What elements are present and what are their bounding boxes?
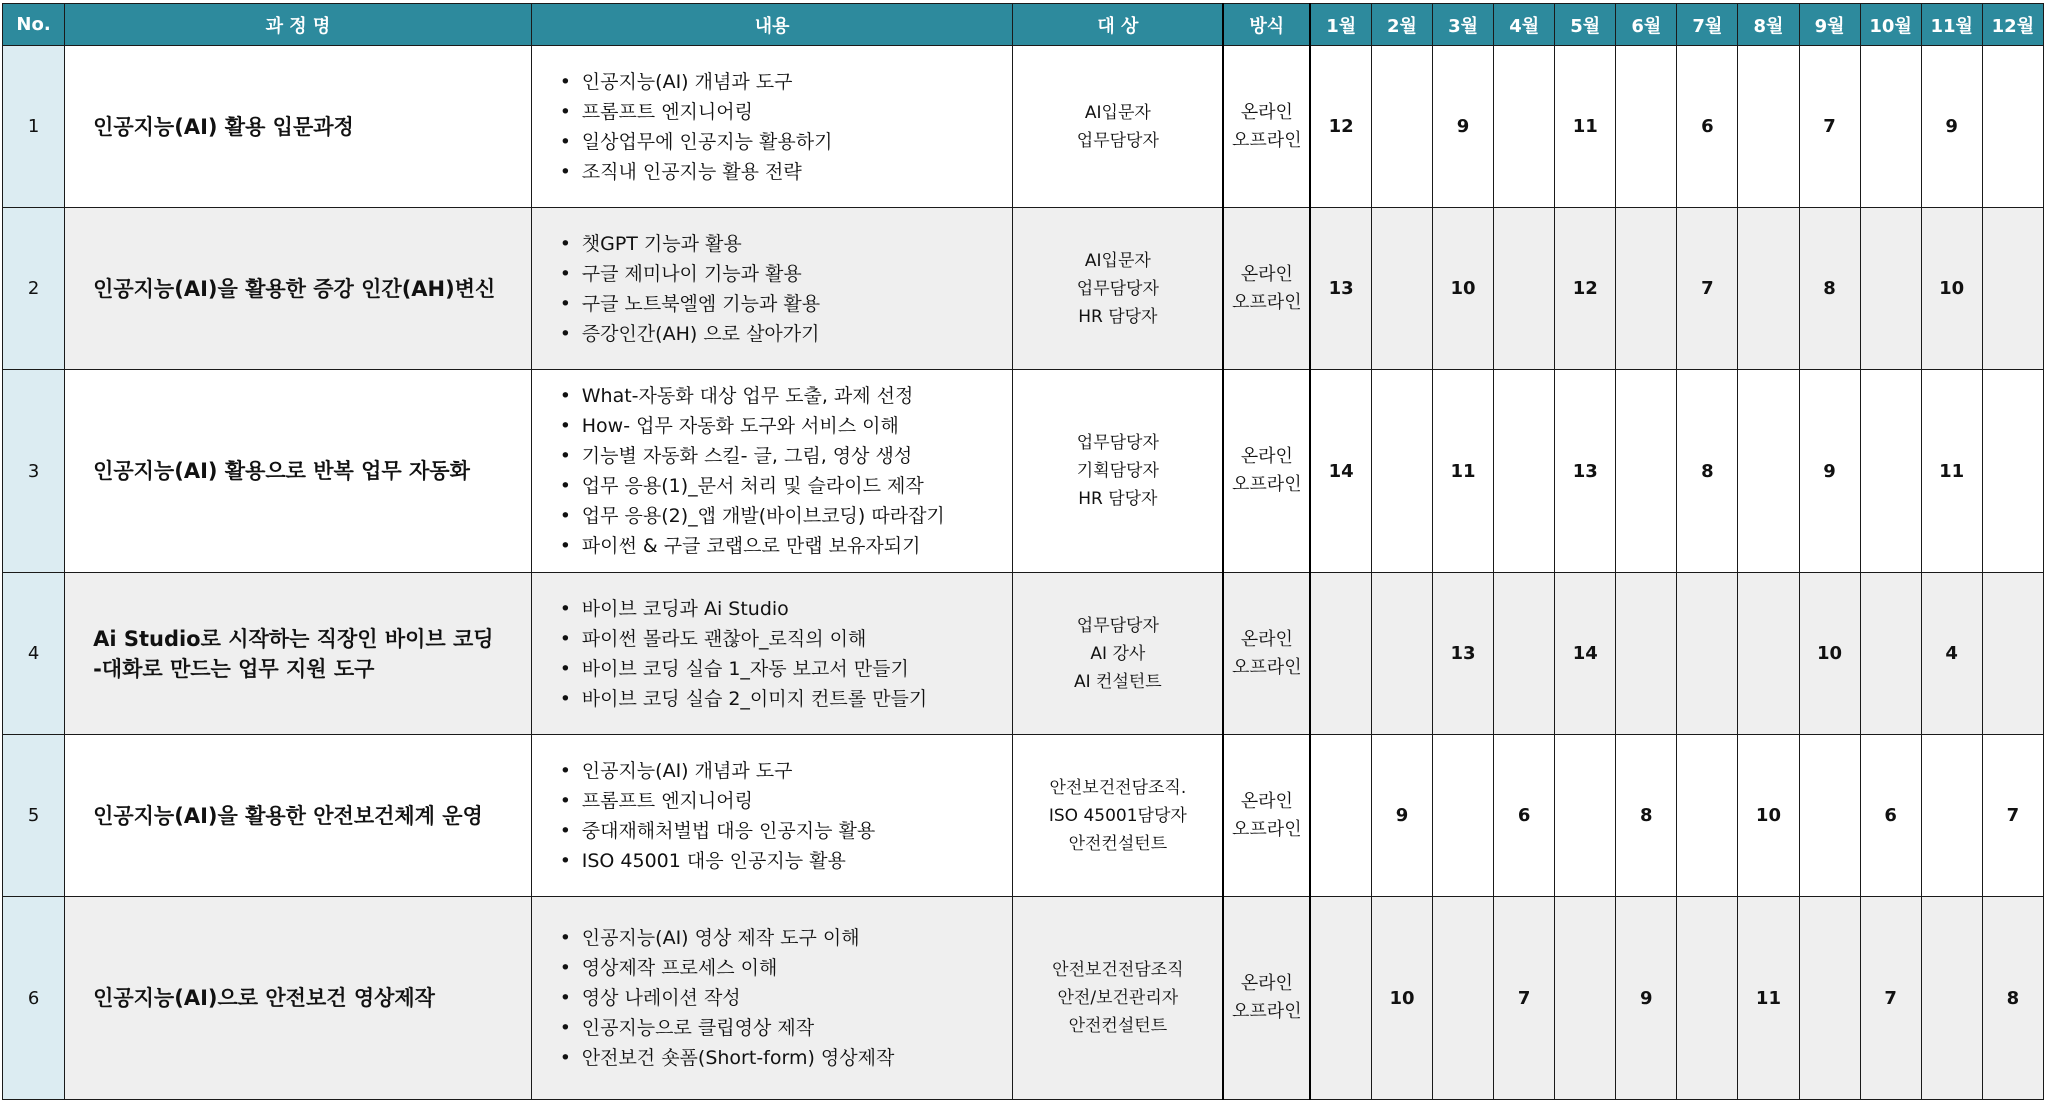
method-line: 오프라인: [1232, 1001, 1302, 1022]
content-item: • 업무 응용(1)_문서 처리 및 슬라이드 제작: [560, 471, 1013, 501]
month-5-cell: 12: [1555, 208, 1616, 370]
method-line: 오프라인: [1232, 818, 1302, 840]
month-4-cell: [1494, 370, 1555, 573]
course-title-line: 인공지능(AI)을 활용한 안전보건체계 운영: [93, 803, 483, 828]
header-month-9: 9월: [1799, 4, 1860, 46]
header-row: [3, 4, 2044, 46]
month-11-cell: 9: [1921, 46, 1982, 208]
course-number: 4: [3, 573, 65, 735]
course-method: [1223, 897, 1310, 1100]
month-6-cell: [1616, 208, 1677, 370]
target-line: HR 담당자: [1078, 489, 1158, 509]
target-line: 업무담당자: [1076, 433, 1159, 453]
month-8-cell: 10: [1738, 735, 1799, 897]
course-row: [3, 897, 2044, 1100]
course-title: [65, 46, 532, 208]
content-list: [560, 756, 1013, 876]
content-item: • ISO 45001 대응 인공지능 활용: [560, 846, 1013, 876]
month-8-cell: [1738, 208, 1799, 370]
month-6-cell: [1616, 370, 1677, 573]
content-list: [560, 67, 1013, 187]
month-12-cell: 8: [1982, 897, 2043, 1100]
method-line: 온라인: [1240, 973, 1293, 994]
method-line: 오프라인: [1232, 474, 1302, 495]
month-11-cell: [1921, 897, 1982, 1100]
content-item: • 영상제작 프로세스 이해: [560, 953, 1013, 983]
month-7-cell: [1677, 735, 1738, 897]
month-9-cell: [1799, 735, 1860, 897]
course-target: [1013, 573, 1223, 735]
month-11-cell: 4: [1921, 573, 1982, 735]
content-item: • 구글 제미나이 기능과 활용: [560, 259, 1013, 289]
course-row: [3, 735, 2044, 897]
month-12-cell: [1982, 208, 2043, 370]
content-item: • How- 업무 자동화 도구와 서비스 이해: [560, 411, 1013, 441]
content-item: • 업무 응용(2)_앱 개발(바이브코딩) 따라잡기: [560, 501, 1013, 531]
course-method: [1223, 46, 1310, 208]
month-8-cell: [1738, 370, 1799, 573]
course-title-line: -대화로 만드는 업무 지원 도구: [93, 656, 375, 681]
content-item: • 영상 나레이션 작성: [560, 983, 1013, 1013]
month-7-cell: 7: [1677, 208, 1738, 370]
method-line: 온라인: [1240, 790, 1293, 812]
course-target: [1013, 370, 1223, 573]
header-month-7: 7월: [1677, 4, 1738, 46]
course-number: 2: [3, 208, 65, 370]
course-row: [3, 208, 2044, 370]
month-10-cell: [1860, 208, 1921, 370]
content-list: [560, 594, 1013, 714]
target-line: 안전보건전담조직.: [1049, 777, 1187, 798]
target-line: 기획담당자: [1076, 461, 1159, 481]
month-9-cell: 7: [1799, 46, 1860, 208]
course-method: [1223, 735, 1310, 897]
month-12-cell: 7: [1982, 735, 2043, 897]
month-1-cell: 12: [1310, 46, 1371, 208]
content-item: • 인공지능(AI) 영상 제작 도구 이해: [560, 923, 1013, 953]
month-10-cell: [1860, 46, 1921, 208]
course-title-line: 인공지능(AI)으로 안전보건 영상제작: [93, 986, 435, 1010]
course-target: [1013, 46, 1223, 208]
course-number: 6: [3, 897, 65, 1100]
month-6-cell: 8: [1616, 735, 1677, 897]
month-9-cell: 8: [1799, 208, 1860, 370]
month-7-cell: [1677, 897, 1738, 1100]
month-6-cell: [1616, 46, 1677, 208]
content-item: • 중대재해처벌법 대응 인공지능 활용: [560, 816, 1013, 846]
month-2-cell: [1371, 208, 1432, 370]
course-schedule-table: [2, 3, 2044, 1100]
content-item: • 프롬프트 엔지니어링: [560, 786, 1013, 816]
content-item: • 인공지능(AI) 개념과 도구: [560, 756, 1013, 786]
course-title: [65, 897, 532, 1100]
month-11-cell: [1921, 735, 1982, 897]
month-9-cell: 10: [1799, 573, 1860, 735]
month-1-cell: 14: [1310, 370, 1371, 573]
month-2-cell: [1371, 46, 1432, 208]
header-no: No.: [3, 4, 65, 46]
month-1-cell: [1310, 735, 1371, 897]
target-line: HR 담당자: [1078, 306, 1158, 327]
course-row: [3, 573, 2044, 735]
content-item: • 인공지능(AI) 개념과 도구: [560, 67, 1013, 97]
month-3-cell: [1433, 897, 1494, 1100]
month-2-cell: 10: [1371, 897, 1432, 1100]
month-4-cell: [1494, 46, 1555, 208]
header-month-10: 10월: [1860, 4, 1921, 46]
header-content: 내용: [531, 4, 1013, 46]
month-1-cell: 13: [1310, 208, 1371, 370]
content-item: • 일상업무에 인공지능 활용하기: [560, 127, 1013, 157]
month-8-cell: [1738, 573, 1799, 735]
course-method: [1223, 208, 1310, 370]
method-line: 오프라인: [1232, 129, 1302, 151]
month-11-cell: 10: [1921, 208, 1982, 370]
course-number: 3: [3, 370, 65, 573]
course-content: [531, 897, 1013, 1100]
header-target: 대 상: [1013, 4, 1223, 46]
course-title: [65, 573, 532, 735]
month-3-cell: 10: [1433, 208, 1494, 370]
method-line: 오프라인: [1232, 291, 1302, 313]
content-item: • 바이브 코딩과 Ai Studio: [560, 594, 1013, 624]
content-item: • 바이브 코딩 실습 2_이미지 컨트롤 만들기: [560, 684, 1013, 714]
content-item: • 구글 노트북엘엠 기능과 활용: [560, 289, 1013, 319]
target-line: ISO 45001담당자: [1048, 805, 1187, 826]
month-4-cell: [1494, 208, 1555, 370]
target-line: 업무담당자: [1076, 278, 1159, 299]
target-line: 안전/보건관리자: [1057, 988, 1179, 1008]
method-line: 온라인: [1240, 446, 1293, 467]
header-month-11: 11월: [1921, 4, 1982, 46]
month-4-cell: 6: [1494, 735, 1555, 897]
schedule-body: [3, 46, 2044, 1100]
header-month-5: 5월: [1555, 4, 1616, 46]
target-line: AI 강사: [1090, 643, 1146, 664]
month-2-cell: [1371, 573, 1432, 735]
month-6-cell: 9: [1616, 897, 1677, 1100]
target-line: 업무담당자: [1076, 130, 1159, 151]
month-5-cell: 11: [1555, 46, 1616, 208]
header-month-6: 6월: [1616, 4, 1677, 46]
header-month-3: 3월: [1433, 4, 1494, 46]
month-12-cell: [1982, 370, 2043, 573]
month-1-cell: [1310, 897, 1371, 1100]
month-2-cell: [1371, 370, 1432, 573]
course-content: [531, 573, 1013, 735]
month-6-cell: [1616, 573, 1677, 735]
method-line: 온라인: [1240, 101, 1293, 123]
content-item: • 조직내 인공지능 활용 전략: [560, 157, 1013, 187]
content-list: [560, 381, 1013, 561]
target-line: 안전컨설턴트: [1068, 833, 1168, 854]
month-5-cell: 13: [1555, 370, 1616, 573]
month-8-cell: 11: [1738, 897, 1799, 1100]
month-7-cell: 8: [1677, 370, 1738, 573]
target-line: AI입문자: [1084, 250, 1151, 271]
month-5-cell: 14: [1555, 573, 1616, 735]
month-7-cell: 6: [1677, 46, 1738, 208]
header-month-4: 4월: [1494, 4, 1555, 46]
header-title: 과 정 명: [65, 4, 532, 46]
month-5-cell: [1555, 735, 1616, 897]
month-1-cell: [1310, 573, 1371, 735]
course-method: [1223, 573, 1310, 735]
course-target: [1013, 208, 1223, 370]
course-target: [1013, 735, 1223, 897]
content-list: [560, 923, 1013, 1073]
month-12-cell: [1982, 573, 2043, 735]
month-8-cell: [1738, 46, 1799, 208]
content-item: • 기능별 자동화 스킬- 글, 그림, 영상 생성: [560, 441, 1013, 471]
course-number: 5: [3, 735, 65, 897]
header-month-8: 8월: [1738, 4, 1799, 46]
month-4-cell: [1494, 573, 1555, 735]
method-line: 오프라인: [1232, 656, 1302, 678]
course-title: [65, 735, 532, 897]
method-line: 온라인: [1240, 263, 1293, 285]
course-content: [531, 208, 1013, 370]
target-line: AI입문자: [1084, 102, 1151, 123]
course-title: [65, 208, 532, 370]
content-item: • 증강인간(AH) 으로 살아가기: [560, 319, 1013, 349]
month-3-cell: 9: [1433, 46, 1494, 208]
header-method: 방식: [1223, 4, 1310, 46]
month-10-cell: [1860, 370, 1921, 573]
course-content: [531, 370, 1013, 573]
month-10-cell: 6: [1860, 735, 1921, 897]
course-title-line: Ai Studio로 시작하는 직장인 바이브 코딩: [93, 626, 494, 651]
course-content: [531, 735, 1013, 897]
course-title-line: 인공지능(AI)을 활용한 증강 인간(AH)변신: [93, 276, 496, 301]
course-row: [3, 370, 2044, 573]
month-3-cell: 11: [1433, 370, 1494, 573]
content-item: • 프롬프트 엔지니어링: [560, 97, 1013, 127]
content-item: • 바이브 코딩 실습 1_자동 보고서 만들기: [560, 654, 1013, 684]
course-target: [1013, 897, 1223, 1100]
month-10-cell: [1860, 573, 1921, 735]
course-row: [3, 46, 2044, 208]
course-method: [1223, 370, 1310, 573]
month-9-cell: [1799, 897, 1860, 1100]
month-2-cell: 9: [1371, 735, 1432, 897]
header-month-12: 12월: [1982, 4, 2043, 46]
course-number: 1: [3, 46, 65, 208]
header-month-1: 1월: [1310, 4, 1371, 46]
month-12-cell: [1982, 46, 2043, 208]
month-3-cell: 13: [1433, 573, 1494, 735]
content-item: • 안전보건 숏폼(Short-form) 영상제작: [560, 1043, 1013, 1073]
month-11-cell: 11: [1921, 370, 1982, 573]
month-7-cell: [1677, 573, 1738, 735]
month-5-cell: [1555, 897, 1616, 1100]
target-line: 안전컨설턴트: [1068, 1016, 1168, 1036]
course-title-line: 인공지능(AI) 활용으로 반복 업무 자동화: [93, 459, 470, 483]
content-list: [560, 229, 1013, 349]
content-item: • 인공지능으로 클립영상 제작: [560, 1013, 1013, 1043]
content-item: • 챗GPT 기능과 활용: [560, 229, 1013, 259]
method-line: 온라인: [1240, 628, 1293, 650]
month-3-cell: [1433, 735, 1494, 897]
month-10-cell: 7: [1860, 897, 1921, 1100]
month-4-cell: 7: [1494, 897, 1555, 1100]
target-line: 업무담당자: [1076, 615, 1159, 636]
content-item: • 파이썬 몰라도 괜찮아_로직의 이해: [560, 624, 1013, 654]
header-month-2: 2월: [1371, 4, 1432, 46]
target-line: 안전보건전담조직: [1052, 960, 1184, 980]
course-title: [65, 370, 532, 573]
content-item: • What-자동화 대상 업무 도출, 과제 선정: [560, 381, 1013, 411]
content-item: • 파이썬 & 구글 코랩으로 만랩 보유자되기: [560, 531, 1013, 561]
target-line: AI 컨설턴트: [1073, 671, 1162, 692]
course-content: [531, 46, 1013, 208]
course-title-line: 인공지능(AI) 활용 입문과정: [93, 114, 354, 139]
month-9-cell: 9: [1799, 370, 1860, 573]
